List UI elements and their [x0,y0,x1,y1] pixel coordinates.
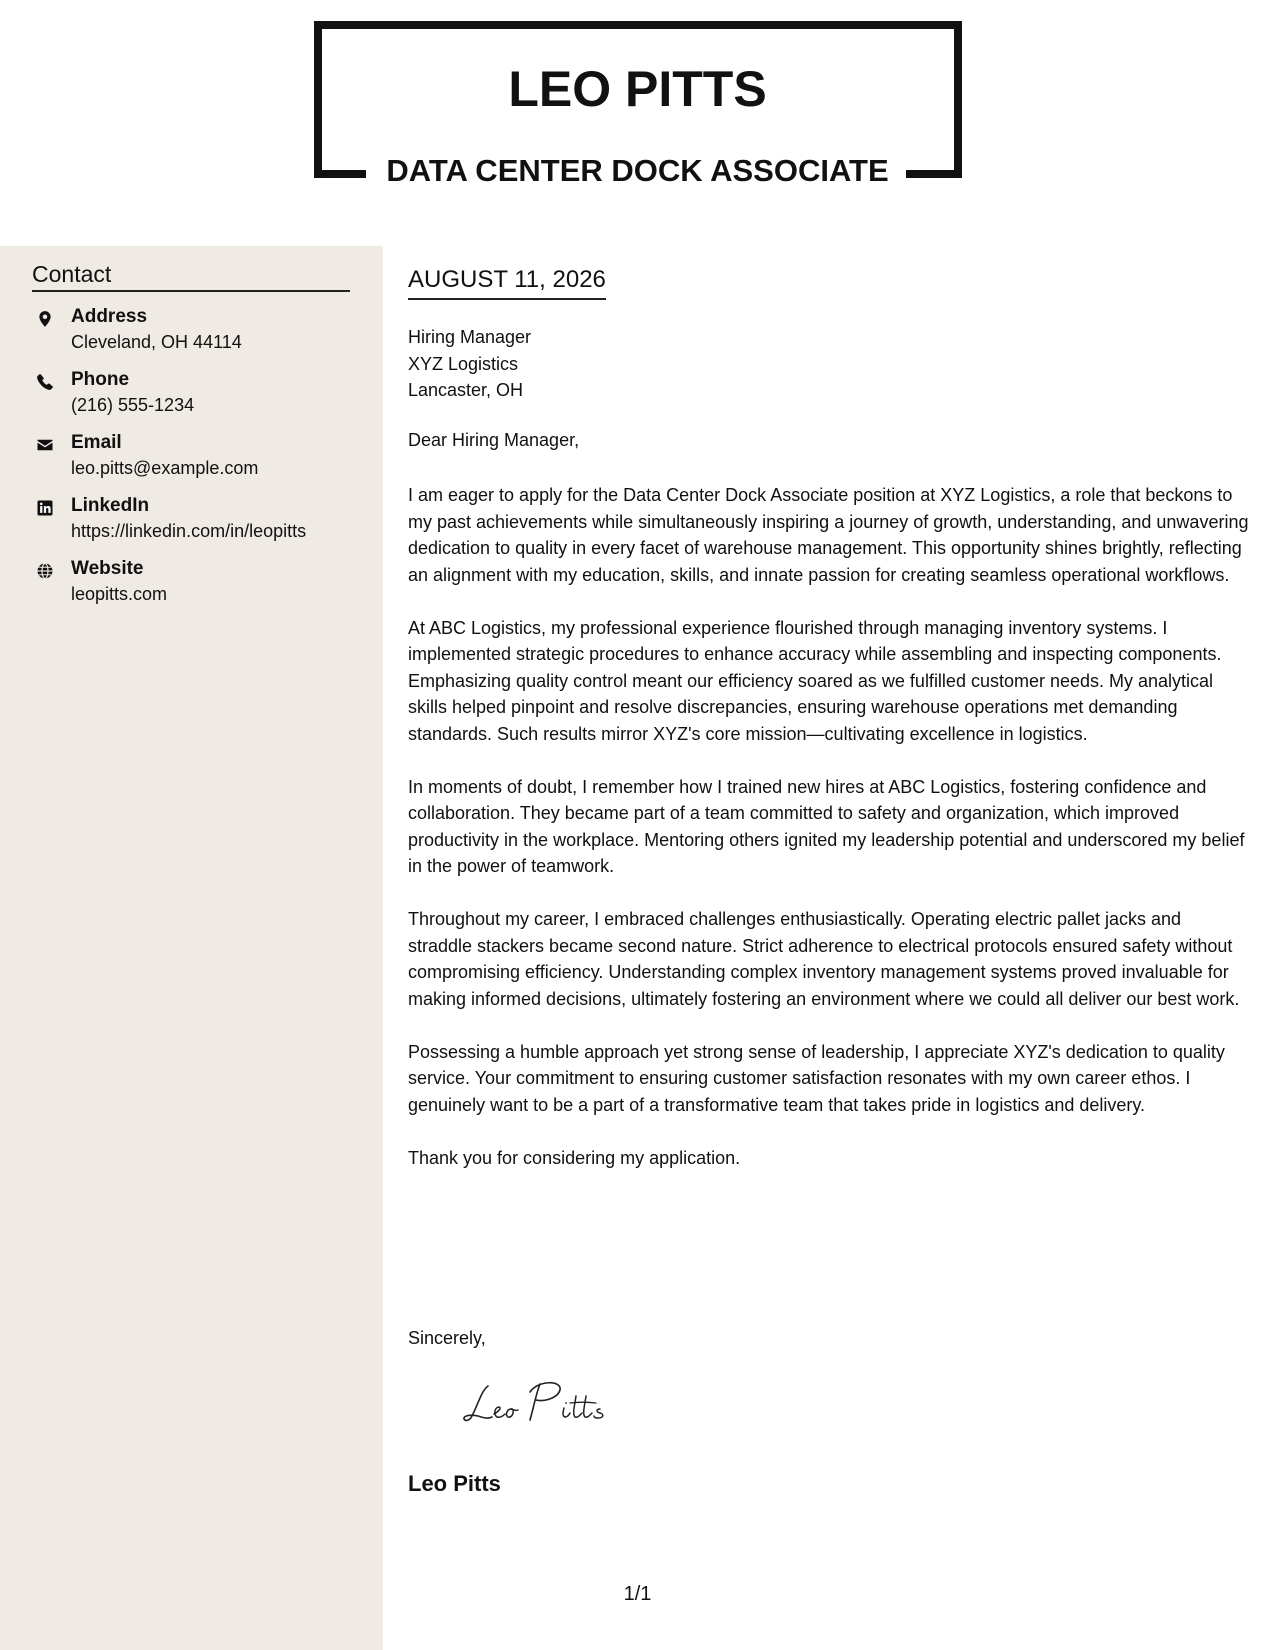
contact-label: LinkedIn [71,495,150,516]
paragraph: Possessing a humble approach yet strong sense of leadership, I appreciate XYZ's dedication to quality service. Your commitment to ensuring customer satisfaction resonates with my own career ethos. I genuinely want to be a part of a transformative team that takes pride in logistics and delivery. [408,1041,1225,1115]
map-pin-icon [36,310,54,328]
recipient-block [408,324,531,404]
applicant-name: LEO PITTS [508,61,767,117]
website-value[interactable]: leopitts.com [71,584,168,604]
contact-label: Email [71,432,122,453]
contact-list [32,306,372,621]
contact-heading: Contact [32,261,350,292]
contact-item-phone [32,369,372,432]
recipient-line: Lancaster, OH [408,380,524,400]
globe-icon [36,562,54,580]
address-value: Cleveland, OH 44114 [71,332,242,352]
signer-name: Leo Pitts [408,1471,501,1496]
handwritten-signature [458,1372,638,1432]
letter-paragraphs [408,482,1250,1198]
contact-label: Phone [71,369,130,390]
paragraph: At ABC Logistics, my professional experience flourished through managing inventory systems. I implemented strategic procedures to enhance accuracy while assembling and inspecting components. Emphasizing quality control meant our efficiency soared as we fulfilled customer needs. My analytical skills helped pinpoint and resolve discrepancies, ensuring warehouse operations met demanding standards. Such results mirror XYZ's core mission—cultivating excellence in logistics. [408,617,1222,744]
recipient-line: Hiring Manager [408,327,532,347]
linkedin-value[interactable]: https://linkedin.com/in/leopitts [71,521,307,541]
contact-item-linkedin [32,495,372,558]
recipient-line: XYZ Logistics [408,353,519,374]
contact-item-address [32,306,372,369]
salutation: Dear Hiring Manager, [408,430,580,450]
closing: Sincerely, [408,1328,486,1348]
envelope-icon [36,436,54,454]
linkedin-icon [36,499,54,517]
sidebar [0,246,383,1650]
paragraph: Thank you for considering my application. [408,1147,741,1168]
contact-item-website [32,558,372,621]
contact-label: Website [71,558,144,579]
contact-label: Address [71,306,148,327]
phone-icon [36,373,54,391]
paragraph: In moments of doubt, I remember how I trained new hires at ABC Logistics, fostering confidence and collaboration. They became part of a team committed to safety and organization, which improved productivity in the workplace. Mentoring others ignited my leadership potential and underscored my belief in the power of teamwork. [408,776,1245,876]
contact-item-email [32,432,372,495]
header [0,0,1275,246]
page-number: 1/1 [623,1583,652,1605]
email-value[interactable]: leo.pitts@example.com [71,458,259,478]
letter-date: AUGUST 11, 2026 [408,266,606,300]
paragraph: Throughout my career, I embraced challenges enthusiastically. Operating electric pallet jacks and straddle stackers became second nature. Strict adherence to electrical protocols ensured safety without compromising efficiency. Understanding complex inventory management systems proved invaluable for making informed decisions, ultimately fostering an environment where we could all deliver our best work. [408,909,1240,1009]
phone-value: (216) 555-1234 [71,395,195,415]
job-title: DATA CENTER DOCK ASSOCIATE [386,153,889,188]
paragraph: I am eager to apply for the Data Center Dock Associate position at XYZ Logistics, a role that beckons to my past achievements while simultaneously inspiring a journey of growth, understanding, and unwavering dedication to quality in every facet of warehouse management. This opportunity shines brightly, reflecting an alignment with my education, skills, and innate passion for creating seamless operational workflows. [408,485,1249,585]
